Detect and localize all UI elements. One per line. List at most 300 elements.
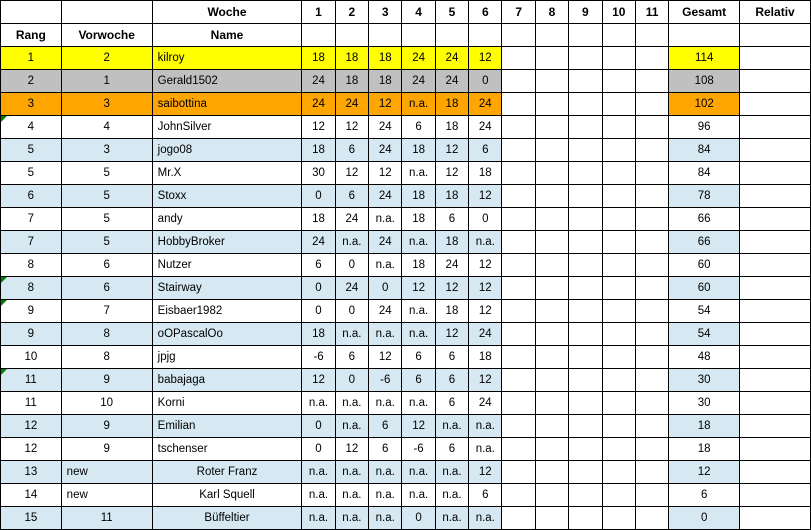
cell-week-1: 18 [302,323,335,346]
cell-week-5: 18 [435,93,468,116]
header-week-6: 6 [469,1,502,24]
header-week-11: 11 [635,1,668,24]
cell-week-9 [569,185,602,208]
cell-week-7 [502,208,535,231]
cell-vorwoche: 5 [61,208,152,231]
cell-week-11 [635,185,668,208]
cell-week-11 [635,507,668,530]
cell-rang: 12 [1,438,62,461]
cell-week-3: 24 [369,231,402,254]
header-spacer-10 [602,24,635,47]
cell-gesamt: 78 [669,185,740,208]
cell-week-3: n.a. [369,208,402,231]
cell-week-6: n.a. [469,438,502,461]
cell-week-7 [502,484,535,507]
cell-week-9 [569,116,602,139]
header-spacer-1 [302,24,335,47]
table-row [1,231,811,254]
cell-week-5: 18 [435,116,468,139]
cell-gesamt: 114 [669,47,740,70]
cell-week-10 [602,47,635,70]
table-row [1,323,811,346]
cell-gesamt: 66 [669,231,740,254]
cell-relativ [740,47,811,70]
cell-week-4: 24 [402,70,435,93]
cell-week-10 [602,415,635,438]
cell-week-8 [535,139,568,162]
header-spacer-9 [569,24,602,47]
cell-relativ [740,277,811,300]
header-woche: Woche [152,1,302,24]
cell-relativ [740,346,811,369]
cell-week-11 [635,254,668,277]
cell-week-5: n.a. [435,415,468,438]
cell-week-1: n.a. [302,461,335,484]
header-spacer-2 [335,24,368,47]
cell-week-5: 24 [435,70,468,93]
table-row [1,507,811,530]
cell-week-8 [535,415,568,438]
header-week-1: 1 [302,1,335,24]
cell-week-1: 12 [302,369,335,392]
cell-name: jogo08 [152,139,302,162]
cell-gesamt: 6 [669,484,740,507]
cell-week-10 [602,346,635,369]
cell-rang: 11 [1,392,62,415]
header-spacer-7 [502,24,535,47]
cell-week-2: 24 [335,93,368,116]
table-row [1,116,811,139]
cell-vorwoche: 5 [61,231,152,254]
cell-gesamt: 96 [669,116,740,139]
cell-rang: 14 [1,484,62,507]
cell-week-9 [569,70,602,93]
cell-week-2: n.a. [335,392,368,415]
cell-week-4: 12 [402,415,435,438]
cell-week-9 [569,47,602,70]
cell-week-2: 24 [335,208,368,231]
cell-relativ [740,139,811,162]
cell-week-5: n.a. [435,484,468,507]
cell-name: saibottina [152,93,302,116]
table-row [1,254,811,277]
table-row [1,93,811,116]
cell-rang: 3 [1,93,62,116]
cell-week-9 [569,461,602,484]
cell-week-3: n.a. [369,323,402,346]
table-row [1,208,811,231]
cell-week-4: -6 [402,438,435,461]
cell-week-10 [602,438,635,461]
cell-week-9 [569,438,602,461]
cell-gesamt: 54 [669,300,740,323]
cell-rang: 9 [1,300,62,323]
cell-vorwoche: 9 [61,415,152,438]
cell-week-1: 0 [302,300,335,323]
cell-week-10 [602,254,635,277]
table-header-row-labels [1,24,811,47]
cell-vorwoche: 9 [61,369,152,392]
cell-week-8 [535,300,568,323]
table-row [1,415,811,438]
cell-week-8 [535,392,568,415]
cell-week-1: 0 [302,185,335,208]
cell-week-11 [635,300,668,323]
cell-week-9 [569,277,602,300]
table-row [1,392,811,415]
table-row [1,346,811,369]
cell-relativ [740,70,811,93]
cell-week-5: n.a. [435,507,468,530]
cell-name: Stoxx [152,185,302,208]
cell-week-7 [502,93,535,116]
cell-week-10 [602,185,635,208]
cell-week-1: 0 [302,277,335,300]
cell-relativ [740,461,811,484]
table-row [1,162,811,185]
cell-week-1: 12 [302,116,335,139]
cell-vorwoche: 8 [61,346,152,369]
table-row [1,139,811,162]
cell-name: Stairway [152,277,302,300]
cell-week-11 [635,392,668,415]
cell-week-8 [535,185,568,208]
cell-week-7 [502,323,535,346]
cell-gesamt: 30 [669,369,740,392]
cell-gesamt: 12 [669,461,740,484]
cell-week-8 [535,47,568,70]
cell-week-1: -6 [302,346,335,369]
cell-week-2: n.a. [335,323,368,346]
cell-name: Karl Squell [152,484,302,507]
cell-gesamt: 108 [669,70,740,93]
cell-week-7 [502,254,535,277]
cell-week-8 [535,208,568,231]
cell-week-9 [569,346,602,369]
cell-week-7 [502,507,535,530]
cell-week-9 [569,392,602,415]
cell-week-6: 24 [469,323,502,346]
header-spacer-5 [435,24,468,47]
cell-week-4: n.a. [402,323,435,346]
cell-week-7 [502,70,535,93]
cell-week-7 [502,47,535,70]
table-row [1,277,811,300]
cell-gesamt: 60 [669,254,740,277]
cell-week-3: 12 [369,93,402,116]
cell-week-9 [569,254,602,277]
cell-week-2: 24 [335,277,368,300]
cell-week-7 [502,162,535,185]
cell-week-10 [602,277,635,300]
cell-gesamt: 18 [669,415,740,438]
cell-week-4: 24 [402,47,435,70]
header-week-2: 2 [335,1,368,24]
cell-week-3: 6 [369,415,402,438]
cell-gesamt: 30 [669,392,740,415]
cell-week-7 [502,139,535,162]
cell-relativ [740,415,811,438]
cell-week-3: n.a. [369,392,402,415]
cell-week-9 [569,93,602,116]
cell-relativ [740,93,811,116]
cell-gesamt: 84 [669,139,740,162]
cell-week-4: 18 [402,185,435,208]
cell-week-11 [635,415,668,438]
cell-week-11 [635,47,668,70]
cell-week-7 [502,116,535,139]
cell-vorwoche: 5 [61,185,152,208]
cell-name: Nutzer [152,254,302,277]
header-spacer-gesamt [669,24,740,47]
cell-relativ [740,438,811,461]
header-relativ: Relativ [740,1,811,24]
cell-week-10 [602,208,635,231]
cell-week-11 [635,162,668,185]
cell-week-11 [635,346,668,369]
cell-week-6: n.a. [469,415,502,438]
cell-week-9 [569,507,602,530]
cell-week-9 [569,139,602,162]
cell-rang: 7 [1,208,62,231]
cell-relativ [740,323,811,346]
cell-week-11 [635,369,668,392]
cell-week-9 [569,369,602,392]
header-week-5: 5 [435,1,468,24]
cell-rang: 2 [1,70,62,93]
table-row [1,461,811,484]
cell-week-2: 18 [335,70,368,93]
cell-relativ [740,507,811,530]
cell-week-5: 6 [435,346,468,369]
header-name: Name [152,24,302,47]
cell-week-2: 0 [335,300,368,323]
cell-week-10 [602,461,635,484]
cell-week-6: 0 [469,70,502,93]
cell-week-1: 30 [302,162,335,185]
header-blank-vorwoche [61,1,152,24]
cell-week-7 [502,415,535,438]
cell-week-6: 6 [469,139,502,162]
cell-week-5: 12 [435,139,468,162]
cell-week-3: 24 [369,139,402,162]
cell-week-7 [502,231,535,254]
cell-rang: 8 [1,277,62,300]
cell-week-6: 18 [469,346,502,369]
cell-relativ [740,392,811,415]
cell-week-3: n.a. [369,507,402,530]
cell-week-2: n.a. [335,484,368,507]
cell-name: jpjg [152,346,302,369]
cell-name: JohnSilver [152,116,302,139]
cell-week-6: 12 [469,300,502,323]
cell-vorwoche: new [61,484,152,507]
cell-week-6: 24 [469,392,502,415]
cell-week-7 [502,300,535,323]
cell-week-5: 6 [435,369,468,392]
cell-week-8 [535,438,568,461]
table-row [1,70,811,93]
cell-vorwoche: 7 [61,300,152,323]
cell-week-6: 12 [469,185,502,208]
cell-relativ [740,254,811,277]
table-row [1,369,811,392]
cell-week-11 [635,277,668,300]
cell-week-2: 12 [335,116,368,139]
cell-name: Korni [152,392,302,415]
cell-week-3: 6 [369,438,402,461]
table-row [1,300,811,323]
cell-week-7 [502,369,535,392]
cell-week-1: 24 [302,70,335,93]
cell-gesamt: 66 [669,208,740,231]
cell-week-5: n.a. [435,461,468,484]
cell-week-4: 18 [402,139,435,162]
cell-week-2: n.a. [335,231,368,254]
cell-week-4: 18 [402,254,435,277]
cell-week-9 [569,323,602,346]
cell-week-3: 24 [369,300,402,323]
cell-week-5: 6 [435,208,468,231]
table-row [1,484,811,507]
cell-week-8 [535,507,568,530]
cell-vorwoche: 8 [61,323,152,346]
cell-week-2: n.a. [335,507,368,530]
cell-name: andy [152,208,302,231]
header-spacer-relativ [740,24,811,47]
cell-name: Mr.X [152,162,302,185]
header-spacer-6 [469,24,502,47]
header-week-10: 10 [602,1,635,24]
cell-week-5: 24 [435,254,468,277]
cell-week-11 [635,208,668,231]
cell-week-2: n.a. [335,461,368,484]
cell-week-2: 12 [335,438,368,461]
table-row [1,438,811,461]
cell-week-4: n.a. [402,484,435,507]
cell-week-2: 6 [335,185,368,208]
cell-week-7 [502,392,535,415]
cell-week-7 [502,277,535,300]
cell-week-11 [635,323,668,346]
cell-week-1: 0 [302,415,335,438]
cell-week-2: 6 [335,139,368,162]
cell-week-8 [535,116,568,139]
header-week-7: 7 [502,1,535,24]
cell-week-4: n.a. [402,461,435,484]
cell-week-10 [602,93,635,116]
cell-week-7 [502,185,535,208]
cell-rang: 5 [1,139,62,162]
header-blank-rang [1,1,62,24]
table-header-row-weeks [1,1,811,24]
cell-week-10 [602,231,635,254]
cell-week-5: 18 [435,300,468,323]
cell-week-2: 12 [335,162,368,185]
cell-week-3: 0 [369,277,402,300]
cell-week-1: 24 [302,93,335,116]
cell-week-8 [535,277,568,300]
header-week-3: 3 [369,1,402,24]
cell-vorwoche: 2 [61,47,152,70]
cell-week-8 [535,461,568,484]
cell-week-3: n.a. [369,461,402,484]
cell-relativ [740,369,811,392]
cell-week-9 [569,415,602,438]
cell-gesamt: 84 [669,162,740,185]
cell-week-3: 12 [369,346,402,369]
cell-week-11 [635,139,668,162]
cell-week-6: 12 [469,47,502,70]
cell-week-10 [602,484,635,507]
header-spacer-4 [402,24,435,47]
cell-week-9 [569,484,602,507]
cell-week-10 [602,300,635,323]
header-week-8: 8 [535,1,568,24]
cell-week-8 [535,231,568,254]
cell-week-6: 6 [469,484,502,507]
cell-week-4: 12 [402,277,435,300]
cell-vorwoche: 6 [61,254,152,277]
cell-week-5: 12 [435,162,468,185]
cell-week-2: 0 [335,254,368,277]
cell-week-10 [602,323,635,346]
cell-name: Büffeltier [152,507,302,530]
cell-relativ [740,484,811,507]
table-body [1,47,811,530]
cell-name: oOPascalOo [152,323,302,346]
cell-week-8 [535,93,568,116]
cell-gesamt: 48 [669,346,740,369]
cell-week-10 [602,162,635,185]
cell-rang: 10 [1,346,62,369]
cell-relativ [740,116,811,139]
cell-week-6: 12 [469,461,502,484]
cell-week-1: 0 [302,438,335,461]
cell-vorwoche: new [61,461,152,484]
cell-week-11 [635,116,668,139]
cell-rang: 12 [1,415,62,438]
header-rang: Rang [1,24,62,47]
cell-week-1: 18 [302,47,335,70]
cell-week-10 [602,70,635,93]
header-spacer-3 [369,24,402,47]
cell-name: Gerald1502 [152,70,302,93]
cell-week-8 [535,323,568,346]
cell-week-2: 0 [335,369,368,392]
cell-week-5: 24 [435,47,468,70]
cell-relativ [740,162,811,185]
cell-week-3: 18 [369,47,402,70]
cell-gesamt: 18 [669,438,740,461]
cell-week-1: 24 [302,231,335,254]
cell-relativ [740,208,811,231]
cell-week-1: n.a. [302,484,335,507]
cell-week-5: 6 [435,392,468,415]
cell-week-3: 18 [369,70,402,93]
cell-week-4: 6 [402,346,435,369]
cell-week-6: n.a. [469,231,502,254]
cell-week-4: 6 [402,369,435,392]
cell-week-3: n.a. [369,254,402,277]
cell-vorwoche: 9 [61,438,152,461]
cell-rang: 15 [1,507,62,530]
cell-week-5: 6 [435,438,468,461]
cell-week-1: 18 [302,139,335,162]
cell-week-6: 18 [469,162,502,185]
header-week-4: 4 [402,1,435,24]
cell-week-3: 12 [369,162,402,185]
